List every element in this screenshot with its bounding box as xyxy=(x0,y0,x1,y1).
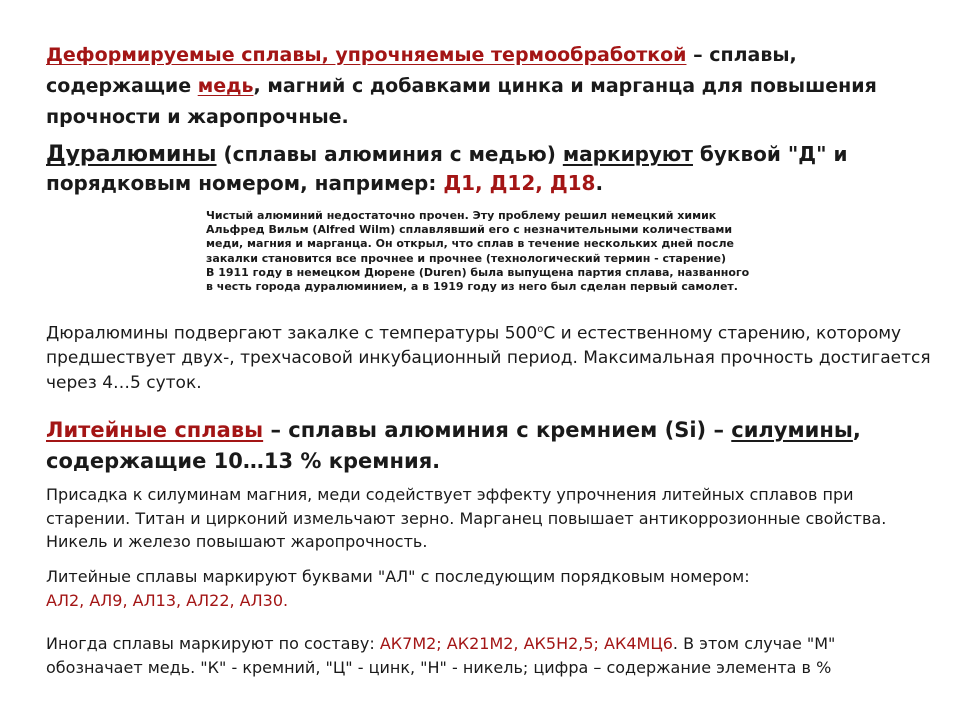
history-quote xyxy=(206,209,806,294)
section1-text-b: , магний с добавками цинка и марганца для повышения прочности и жаропрочные. xyxy=(46,75,877,128)
quote-line: закалки становится все прочнее и прочнее (технологический термин - старение) xyxy=(206,251,726,265)
quote-line: меди, магния и марганца. Он открыл, что сплав в течение нескольких дней после xyxy=(206,237,734,251)
quote-line: Альфред Вильм (Alfred Wilm) сплавлявший его с незначительными количествами xyxy=(206,223,733,237)
hardening-text-b: С и естественному старению, которому предшествует двух-, трехчасовой инкубационный период. Максимальная прочность достигается через 4…5 суток. xyxy=(46,323,931,393)
section1-keyword: медь xyxy=(197,75,254,97)
section1-text-a: – сплавы, содержащие xyxy=(46,44,797,97)
section2-text-b: , содержащие 10…13 % кремния. xyxy=(46,418,861,473)
section2-keyword: силумины xyxy=(731,418,853,442)
duralumin-text-b: буквой "Д" и порядковым номером, например: xyxy=(46,142,848,195)
section2-paragraph xyxy=(46,415,936,477)
composition-examples: АК7М2; АК21М2, АК5Н2,5; АК4МЦ6 xyxy=(379,634,673,653)
quote-line: в честь города дуралюминием, а в 1919 году из него был сделан первый самолет. xyxy=(206,280,738,294)
duralumin-end: . xyxy=(595,171,604,195)
quote-line: В 1911 году в немецком Дюрене (Duren) была выпущена партия сплава, названного xyxy=(206,265,750,279)
section1-paragraph xyxy=(46,40,936,133)
cast-marking-paragraph xyxy=(46,565,936,612)
duralumin-keyword: маркируют xyxy=(562,142,693,166)
cast-marking-examples: АЛ2, АЛ9, АЛ13, АЛ22, АЛ30. xyxy=(46,590,289,610)
additives-paragraph: Присадка к силуминам магния, меди содействует эффекту упрочнения литейных сплавов при старении. Титан и цирконий измельчают зерно. Марганец повышает антикоррозионные свойства. Никель и железо повышают жаропрочность. xyxy=(46,485,887,551)
section1-heading: Деформируемые сплавы, упрочняемые термообработкой xyxy=(46,44,687,66)
hardening-paragraph xyxy=(46,318,936,395)
quote-line: Чистый алюминий недостаточно прочен. Эту проблему решил немецкий химик xyxy=(206,209,717,222)
composition-paragraph xyxy=(46,632,936,679)
composition-text-a: Иногда сплавы маркируют по составу: xyxy=(46,634,380,653)
hardening-text-a: Дюралюмины подвергают закалке с температуры 500 xyxy=(46,323,538,344)
duralumin-name: Дуралюмины xyxy=(46,142,217,167)
duralumin-paragraph xyxy=(46,140,936,198)
section2-heading: Литейные сплавы xyxy=(46,418,264,442)
duralumin-text-a: (сплавы алюминия с медью) xyxy=(216,142,563,166)
cast-marking-text: Литейные сплавы маркируют буквами "АЛ" с последующим порядковым номером: xyxy=(46,567,750,586)
section2-text-a: – сплавы алюминия с кремнием (Si) – xyxy=(263,418,732,442)
duralumin-examples: Д1, Д12, Д18 xyxy=(443,171,596,195)
degree-mark: o xyxy=(537,324,544,335)
composition-text-b: . В этом случае "М" обозначает медь. "К" - кремний, "Ц" - цинк, "Н" - никель; цифра – содержание элемента в % xyxy=(46,634,836,677)
